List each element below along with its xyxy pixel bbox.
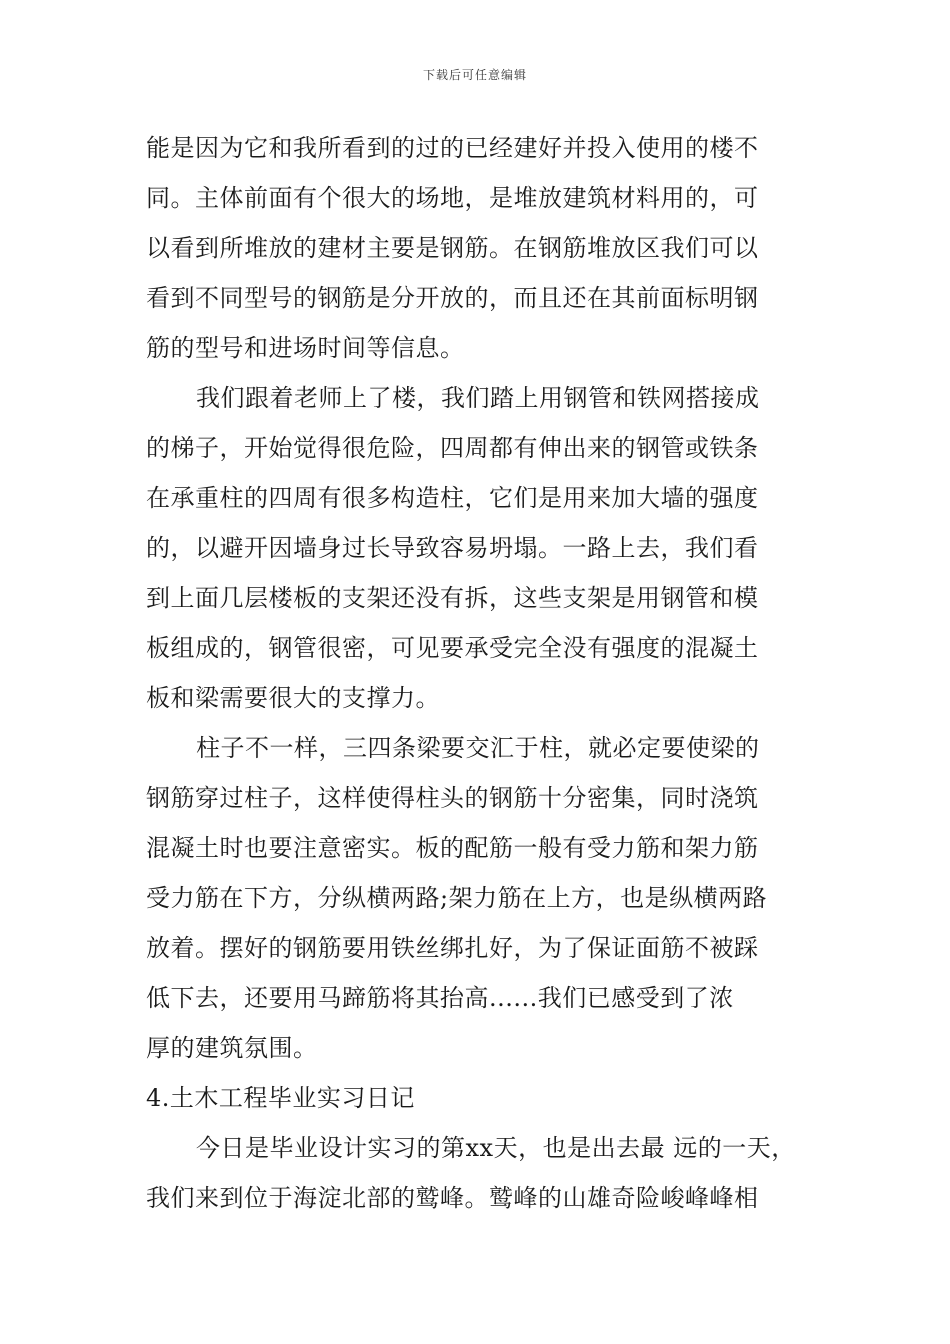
text-line: 受力筋在下方，分纵横两路;架力筋在上方，也是纵横两路 (146, 884, 768, 912)
text-line: 板组成的，钢管很密，可见要承受完全没有强度的混凝土 (146, 634, 759, 662)
text-line: 筋的型号和进场时间等信息。 (146, 334, 465, 362)
text-line: 的梯子，开始觉得很危险，四周都有伸出来的钢管或铁条 (146, 434, 759, 462)
text-line: 看到不同型号的钢筋是分开放的，而且还在其前面标明钢 (146, 284, 759, 312)
text-line: 到上面几层楼板的支架还没有拆，这些支架是用钢管和模 (146, 584, 759, 612)
text-line: 低下去，还要用马蹄筋将其抬高......我们已感受到了浓 (146, 984, 734, 1012)
text-line: 在承重柱的四周有很多构造柱，它们是用来加大墙的强度 (146, 484, 759, 512)
text-line: 能是因为它和我所看到的过的已经建好并投入使用的楼不 (146, 134, 759, 162)
text-line: 混凝土时也要注意密实。板的配筋一般有受力筋和架力筋 (146, 834, 759, 862)
section-heading: 4.土木工程毕业实习日记 (146, 1084, 415, 1112)
paragraph-first-line: 柱子不一样，三四条梁要交汇于柱，就必定要使梁的 (196, 734, 760, 762)
text-line: 厚的建筑氛围。 (146, 1034, 318, 1062)
text-line: 钢筋穿过柱子，这样使得柱头的钢筋十分密集，同时浇筑 (146, 784, 759, 812)
text-line: 板和梁需要很大的支撑力。 (146, 684, 440, 712)
text-line: 放着。摆好的钢筋要用铁丝绑扎好，为了保证面筋不被踩 (146, 934, 759, 962)
paragraph-first-line: 今日是毕业设计实习的第xx天，也是出去最 远的一天， (196, 1134, 796, 1162)
header-note: 下载后可任意编辑 (422, 68, 527, 82)
text-line: 同。主体前面有个很大的场地，是堆放建筑材料用的，可 (146, 184, 759, 212)
text-line: 的，以避开因墙身过长导致容易坍塌。一路上去，我们看 (146, 534, 759, 562)
paragraph-first-line: 我们跟着老师上了楼，我们踏上用钢管和铁网搭接成 (196, 384, 760, 412)
text-line: 以看到所堆放的建材主要是钢筋。在钢筋堆放区我们可以 (146, 234, 759, 262)
text-line: 我们来到位于海淀北部的鹫峰。鹫峰的山雄奇险峻峰峰相 (146, 1184, 759, 1212)
